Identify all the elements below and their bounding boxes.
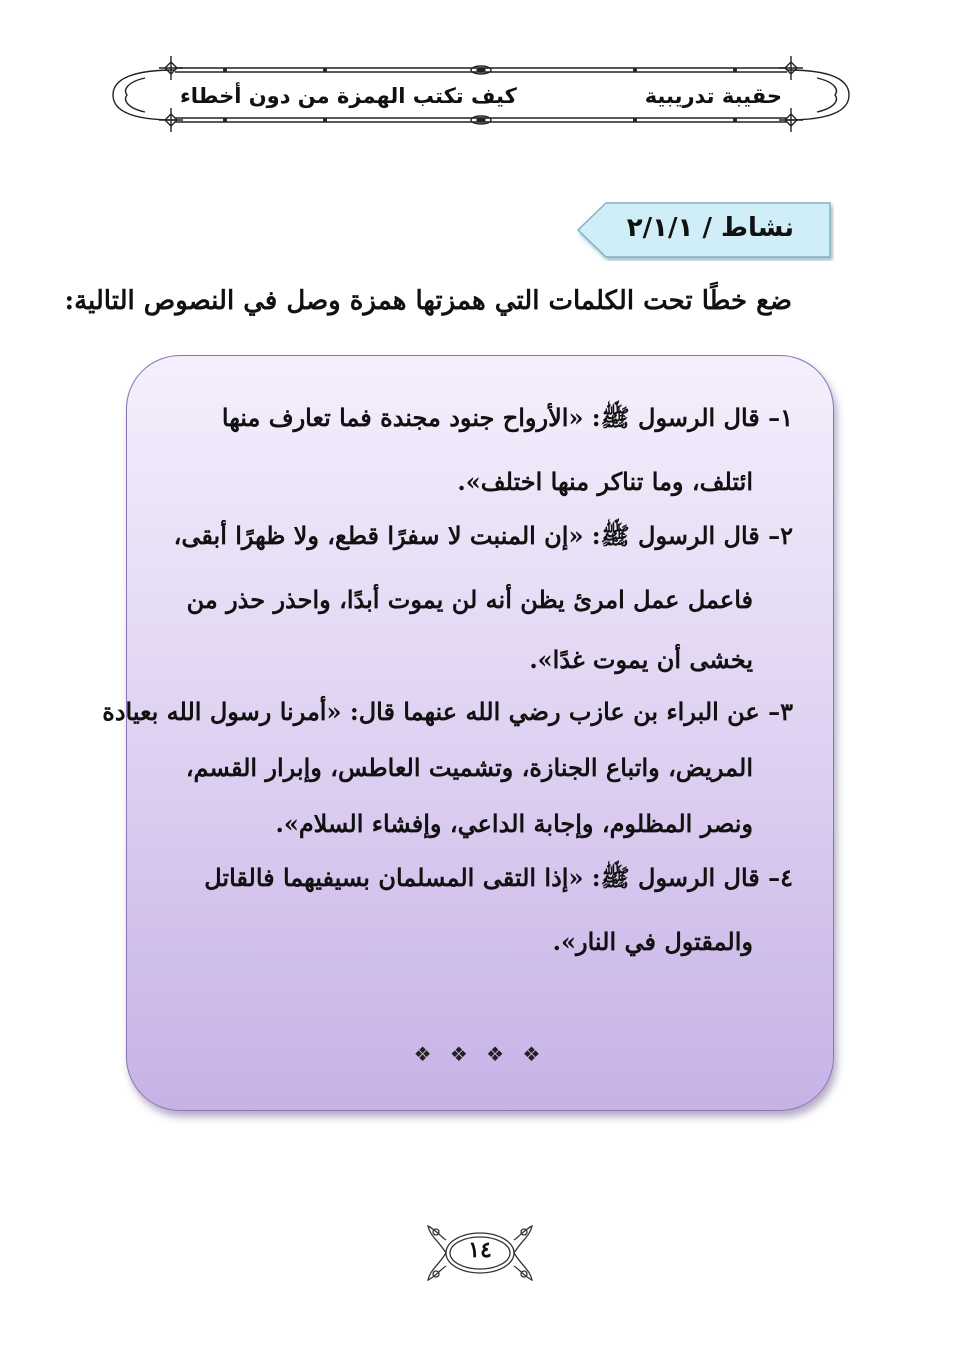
- item-line: ١– قال الرسول ﷺ: «الأرواح جنود مجندة فما تعارف منها: [221, 403, 793, 432]
- section-separator: ❖ ❖ ❖ ❖: [413, 1042, 547, 1066]
- header-series-title: حقيبة تدريبية: [644, 84, 782, 108]
- item-line: فاعمل عمل امرئ يظن أنه لن يموت أبدًا، واحذر حذر من: [186, 585, 753, 614]
- item-line: ائتلف، وما تناكر منها اختلف».: [457, 467, 753, 496]
- item-line: المريض، واتباع الجنازة، وتشميت العاطس، وإبرار القسم،: [185, 753, 753, 782]
- page-number: ١٤: [468, 1237, 492, 1263]
- item-line: ٣– عن البراء بن عازب رضي الله عنهما قال: «أمرنا رسول الله بعيادة: [102, 697, 793, 726]
- item-line: ٢– قال الرسول ﷺ: «إن المنبت لا سفرًا قطع، ولا ظهرًا أبقى،: [173, 521, 793, 550]
- instruction-text: ضع خطًا تحت الكلمات التي همزتها همزة وصل في النصوص التالية:: [64, 286, 792, 316]
- item-line: والمقتول في النار».: [552, 927, 753, 956]
- activity-tag: [576, 201, 834, 261]
- activity-label: نشاط / ٢/١/١: [626, 213, 794, 243]
- item-line: ونصر المظلوم، وإجابة الداعي، وإفشاء السلام».: [275, 809, 753, 838]
- hadith-box: [102, 355, 834, 1111]
- item-line: يخشى أن يموت غدًا».: [529, 645, 753, 674]
- page-number-frame: [426, 1218, 534, 1288]
- header-book-title: كيف تكتب الهمزة من دون أخطاء: [180, 84, 517, 108]
- item-line: ٤– قال الرسول ﷺ: «إذا التقى المسلمان بسيفيهما فالقاتل: [204, 863, 793, 892]
